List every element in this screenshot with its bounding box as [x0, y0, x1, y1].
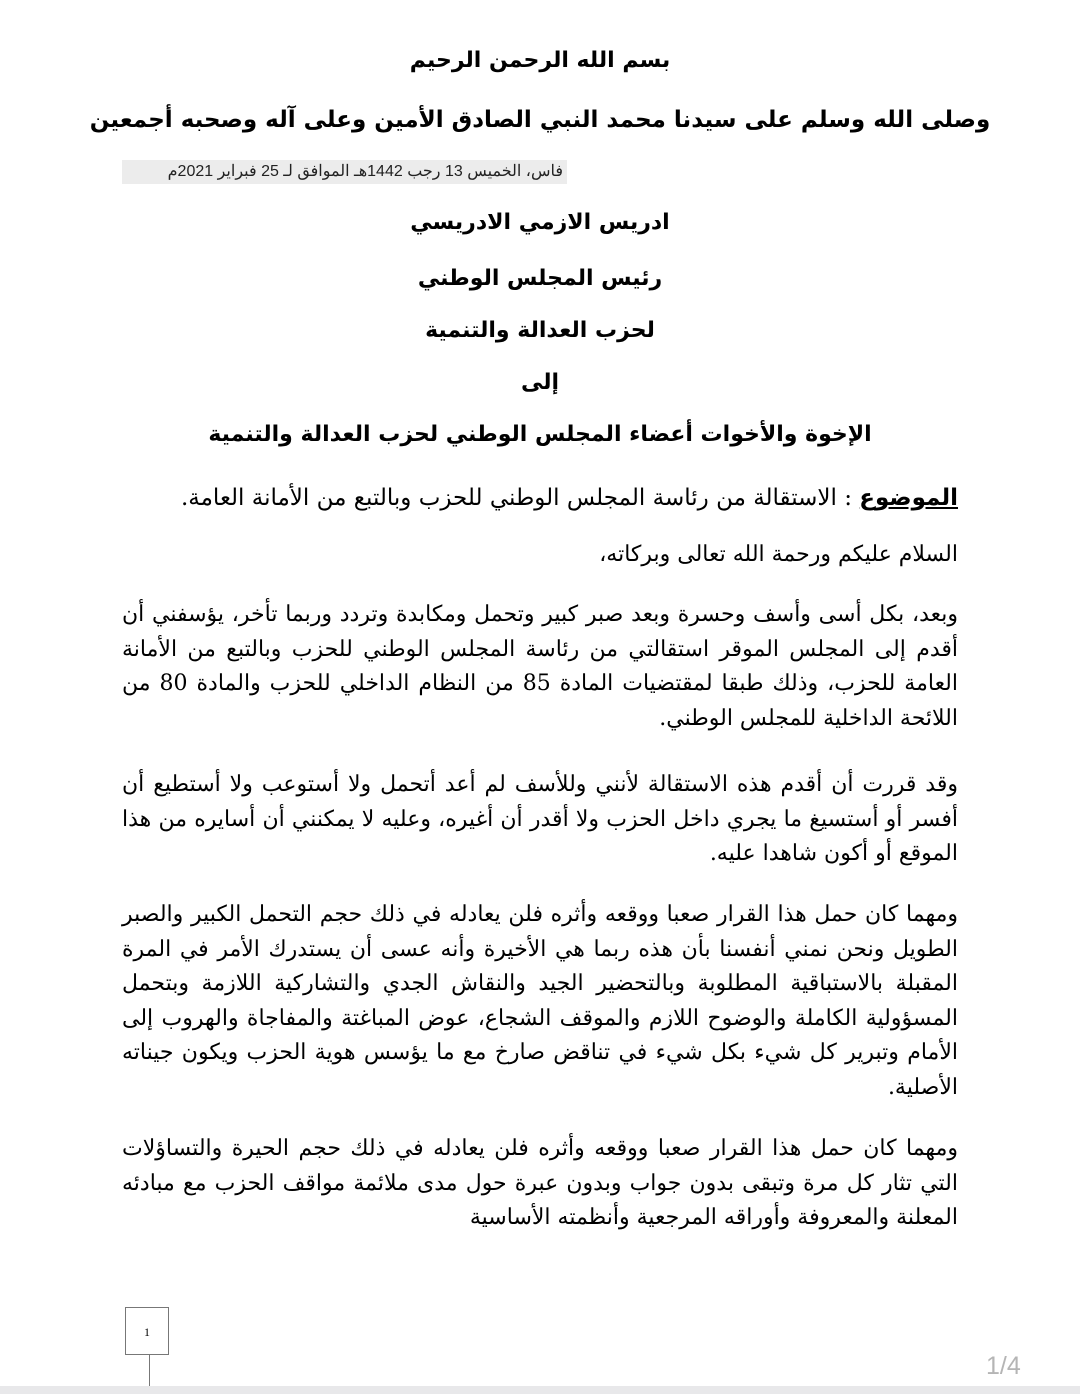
- paragraph-1: وبعد، بكل أسى وأسف وحسرة وبعد صبر كبير وتحمل ومكابدة وتردد وربما تأخر، يؤسفني أن أقدم إلى المجلس الموقر استقالتي من رئاسة المجلس الوطني للحزب وبالتبع من الأمانة العامة للحزب، وذلك طبقا لمقتضيات المادة 85 من النظام الداخلي للحزب والمادة 80 من اللائحة الداخلية للمجلس الوطني.: [122, 602, 959, 731]
- page-number-box: 1: [125, 1307, 169, 1355]
- recipient-addressees: الإخوة والأخوات أعضاء المجلس الوطني لحزب العدالة والتنمية: [208, 422, 872, 447]
- subject-label: الموضوع: [859, 485, 958, 511]
- page-counter: 1/4: [986, 1352, 1021, 1380]
- paragraph-3: ومهما كان حمل هذا القرار صعبا ووقعه وأثره فلن يعادله في ذلك حجم التحمل الكبير والصبر الطويل ونحن نمني أنفسنا بأن هذه ربما هي الأخيرة وأنه عسى أن يستدرك الأمر في المرة المقبلة بالاستباقية المطلوبة وبالتحضير الجيد والنقاش الجدي والتشاركية اللازمة وبتحمل المسؤولية الكاملة والوضوح اللازم والموقف الشجاع، عوض المباغتة والمفاجاة والهروب إلى الأمام وتبرير كل شيء بكل شيء في تناقض صارخ مع ما يؤسس هوية الحزب ويكون جيناته الأصلية.: [122, 902, 959, 1100]
- salawat-heading: وصلى الله وسلم على سيدنا محمد النبي الصادق الأمين وعلى آله وصحبه أجمعين: [89, 107, 991, 133]
- sender-party: لحزب العدالة والتنمية: [425, 318, 655, 343]
- paragraph-2: وقد قررت أن أقدم هذه الاستقالة لأنني وللأسف لم أعد أتحمل ولا أستوعب ولا أستطيع أن أفسر أو أستسيغ ما يجري داخل الحزب ولا أقدر أن أغيره، وعليه لا يمكنني أن أسايره من هذا الموقع أو أكون شاهدا عليه.: [122, 772, 958, 866]
- basmala-heading: بسم الله الرحمن الرحيم: [409, 48, 671, 73]
- paragraph-4: ومهما كان حمل هذا القرار صعبا ووقعه وأثره فلن يعادله في ذلك حجم الحيرة والتساؤلات التي تثار كل مرة وتبقى بدون جواب وبدون عبرة حول مدى ملائمة مواقف الحزب مع مبادئه المعلنة والمعروفة وأوراقه المرجعية وأنظمته الأساسية: [122, 1136, 958, 1230]
- subject-text: : الاستقالة من رئاسة المجلس الوطني للحزب وبالتبع من الأمانة العامة.: [180, 485, 860, 511]
- dateline: فاس، الخميس 13 رجب 1442هـ الموافق لـ 25 فبراير 2021م: [122, 160, 567, 184]
- sender-title: رئيس المجلس الوطني: [417, 266, 663, 291]
- subject-line: [120, 482, 958, 514]
- viewer-bottom-bar: [0, 1386, 1080, 1394]
- sender-name: ادريس الازمي الادريسي: [410, 210, 670, 235]
- greeting: السلام عليكم ورحمة الله تعالى وبركاته،: [599, 542, 958, 567]
- recipient-to: إلى: [520, 370, 560, 395]
